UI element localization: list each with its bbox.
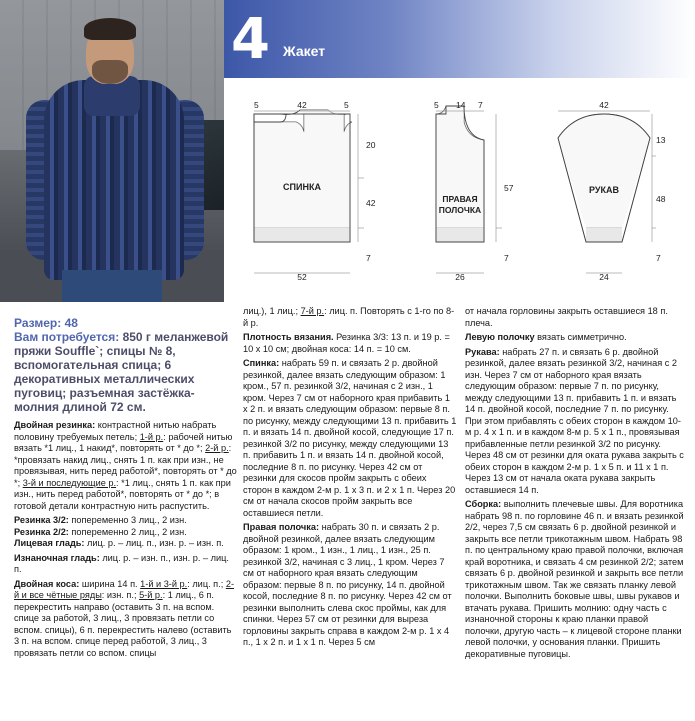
paragraph-right-front [243, 522, 457, 649]
front-top-mid: 14 [456, 100, 466, 110]
text: : 1 лиц., 6 п. перекрестить направо (оставить 3 п. на вспом. спице за работой, 3 лиц., 3 провязать петли со вспом. спицы), 6 п. перекрестить налево (оставить 3 п. на вспом. спице перед работой, 3 лиц., 3 провязать петли со вспом. спицы [14, 590, 232, 658]
front-label-2: ПОЛОЧКА [438, 205, 482, 215]
text: : *провязать накид лиц., снять 1 п. как при изн., не провязывая, нить перед работой*, повторять от * до *; [14, 443, 237, 488]
heading-reverse-stockinette: Изнаночная гладь: [14, 552, 100, 563]
row-label: 2-й и все чётные ряды [14, 578, 234, 600]
paragraph-cable-end [243, 306, 457, 329]
back-right-3: 7 [366, 253, 371, 263]
model-photo [0, 0, 224, 302]
text: контрастной нитью набрать половину требуемых петель; [14, 420, 217, 442]
sleeve-right-3: 7 [656, 253, 661, 263]
front-right-2: 7 [504, 253, 509, 263]
text: вязать симметрично. [534, 332, 627, 342]
paragraph-sleeves [465, 347, 685, 497]
row-label: 1-й р. [139, 431, 164, 442]
front-bottom: 26 [455, 272, 465, 282]
text: попеременно 3 лиц., 2 изн. [68, 515, 187, 525]
back-top-mid: 42 [297, 100, 307, 110]
paragraph-gauge [243, 332, 457, 355]
row-label: 5-й р. [139, 590, 163, 600]
front-top-left: 5 [434, 100, 439, 110]
instructions-column-1 [14, 316, 238, 662]
paragraph-stockinette [14, 538, 238, 550]
sleeve-right-2: 48 [656, 194, 666, 204]
paragraph-neck-end: от начала горловины закрыть оставшиеся 18 п. плеча. [465, 306, 668, 328]
sleeve-bottom: 24 [599, 272, 609, 282]
heading-stockinette: Лицевая гладь: [14, 538, 85, 548]
back-label: СПИНКА [283, 182, 321, 192]
text: набрать 27 п. и связать 6 р. двойной резинкой, далее вязать резинкой 3/2, начиная с 2 изн. Через 7 см от наборного края вязать следующим образом: первые 7 п. по рисунку, между следующими 13 п. прибавить 1 п. и вязать 14 п. двойной косой, последние 7 п. по рисунку. При этом прибавлять с обеих сторон в каждом 10-м р. 4 х 1 п. и в каждом 8-м р. 5 х 1 п., провязывая прибавленные петли резинкой 3/2 по рисунку. Через 48 см от резинки для оката рукава закрыть с обеих сторон в каждом 2-м р. 1 х 5 п. и 11 х 1 п. Через 13 см от начала оката рукава закрыть оставшиеся 14 п. [465, 346, 684, 495]
front-top-right: 7 [478, 100, 483, 110]
paragraph-rib-2-2 [14, 527, 238, 539]
text: : рабочей нитью вязать *1 лиц., 1 накид*, повторять от * до *; [14, 431, 233, 453]
heading-right-front: Правая полочка: [243, 522, 320, 532]
text: : лиц. п.; [187, 578, 226, 589]
photo-model-beard [92, 60, 128, 84]
text: : *1 лиц., снять 1 п. как при изн., нить перед работой*, повторять от * до *; в готовой детали контрастную нить распустить. [14, 477, 231, 511]
paragraph-double-rib [14, 420, 238, 512]
back-right-2: 42 [366, 198, 376, 208]
back-right-1: 20 [366, 140, 376, 150]
text: набрать 59 п. и связать 2 р. двойной резинкой, далее вязать следующим образом: 1 кром., 57 п. резинкой 3/2, начиная с 2 изн., 1 кром. Через 7 см от наборного края прибавить 1 х 2 п. и вязать следующим образом: первые 8 п. по рисунку, между следующими 13 п. прибавить 1 п. и вязать 14 п. двойной косой, следующие 17 п. резинкой 3/2 по рисунку, между следующими 13 п. прибавить 1 п. и вязать 14 п. двойной косой, последние 8 п. по рисунку. Через 42 см от резинки для скосов пройм закрыть с обеих сторон в каждом 2-м р. 1 х 3 п. и 2 х 1 п. Через 20 см от начала скосов пройм закрыть все оставшиеся петли. [243, 358, 457, 518]
text: : изн. п.; [101, 590, 140, 600]
front-right-1: 57 [504, 183, 514, 193]
sleeve-top: 42 [599, 100, 609, 110]
heading-left-front: Левую полочку [465, 332, 535, 342]
text: ширина 14 п. [79, 578, 141, 589]
paragraph-rib-3-2 [14, 515, 238, 527]
photo-jeans [62, 270, 162, 302]
heading-double-cable: Двойная коса: [14, 578, 80, 589]
text: лиц. р. – лиц. п., изн. р. – изн. п. [84, 538, 224, 548]
back-top-left: 5 [254, 100, 259, 110]
text: лиц.), 1 лиц.; [243, 306, 301, 316]
heading-rib-2-2: Резинка 2/2: [14, 526, 69, 537]
heading-assembly: Сборка: [465, 499, 502, 509]
materials-block [14, 330, 238, 414]
title-banner [224, 0, 695, 78]
text: : лиц. п. Повторять с 1-го по 8-й р. [243, 306, 455, 328]
paragraph-back [243, 358, 457, 519]
project-number: 4 [231, 7, 270, 72]
materials-label: Вам потребуется: [14, 330, 120, 344]
row-label: 2-й р. [205, 443, 229, 453]
paragraph-reverse-stockinette [14, 553, 238, 576]
size-value: 48 [64, 316, 78, 330]
front-label-1: ПРАВАЯ [442, 194, 478, 204]
pattern-schematics [224, 78, 695, 303]
heading-rib-3-2: Резинка 3/2: [14, 515, 69, 525]
row-label: 1-й и 3-й р. [140, 578, 188, 589]
text: выполнить плечевые швы. Для воротника набрать 98 п. по горловине 46 п. и вязать резинкой 2/2, через 7,5 см связать 6 р. двойной резинкой и закрыть все петли трикотажным швом. Набрать 98 п. по центральному краю правой полочки, включая край воротника, и связать 4 см резинкой 2/2; затем связать 6 р. двойной резинкой и закрыть все петли трикотажным швом. Так же связать планку левой полочки. Выполнить боковые швы, швы рукавов и втачать рукава. Пришить молнию: одну часть с изнаночной стороны к краю планки правой полочки, другую часть – к лицевой стороне планки левой полочки, у основания планки. Пришить декоративные пуговицы. [465, 499, 684, 659]
heading-double-rib: Двойная резинка: [14, 420, 96, 430]
sleeve-right-1: 13 [656, 135, 666, 145]
text: Резинка 3/3: 13 п. и 19 р. = 10 х 10 см; двойная коса: 14 п. = 10 см. [243, 332, 450, 354]
instructions-column-2 [243, 306, 457, 652]
text: набрать 30 п. и связать 2 р. двойной резинкой, далее вязать следующим образом: 1 кром., 1 изн., 1 лиц., 1 изн., 25 п. резинкой 3/2, начиная с 3 лиц., 1 кром. Через 7 см от наборного края вязать следующим образом: первые 8 п. по рисунку, 14 п. двойной косой, последние 8 п. по рисунку. Через 42 см от резинки выполнить слева скос проймы, как для спинки. Через 57 см от резинки для выреза горловины закрыть справа в каждом 2-м р. 1 х 4 п., 1 х 2 п. и 1 х 1 п. Через 5 см [243, 522, 452, 647]
size-line [14, 316, 238, 330]
photo-model-hair [84, 18, 136, 40]
heading-back: Спинка: [243, 358, 280, 368]
text: лиц. р. – изн. п., изн. р. – лиц. п. [14, 552, 229, 574]
size-label: Размер: [14, 316, 62, 330]
heading-gauge: Плотность вязания. [243, 332, 334, 342]
project-title: Жакет [283, 43, 326, 59]
sleeve-label: РУКАВ [589, 185, 619, 195]
paragraph-double-cable [14, 579, 238, 660]
text: попеременно 2 лиц., 2 изн. [68, 526, 187, 537]
materials-text: 850 г меланжевой пряжи Souffle`; спицы № 8, вспомогательная спица; 6 декоративных металлических пуговиц; разъемная застёжка-молния длиной 72 см. [14, 330, 229, 414]
row-label: 3-й и последующие р. [22, 477, 117, 488]
heading-sleeves: Рукава: [465, 346, 500, 357]
paragraph-left-front [465, 332, 685, 344]
paragraph-assembly [465, 499, 685, 660]
row-label: 7-й р. [300, 306, 325, 316]
back-bottom: 52 [297, 272, 307, 282]
back-top-right: 5 [344, 100, 349, 110]
instructions-column-3 [465, 306, 685, 663]
